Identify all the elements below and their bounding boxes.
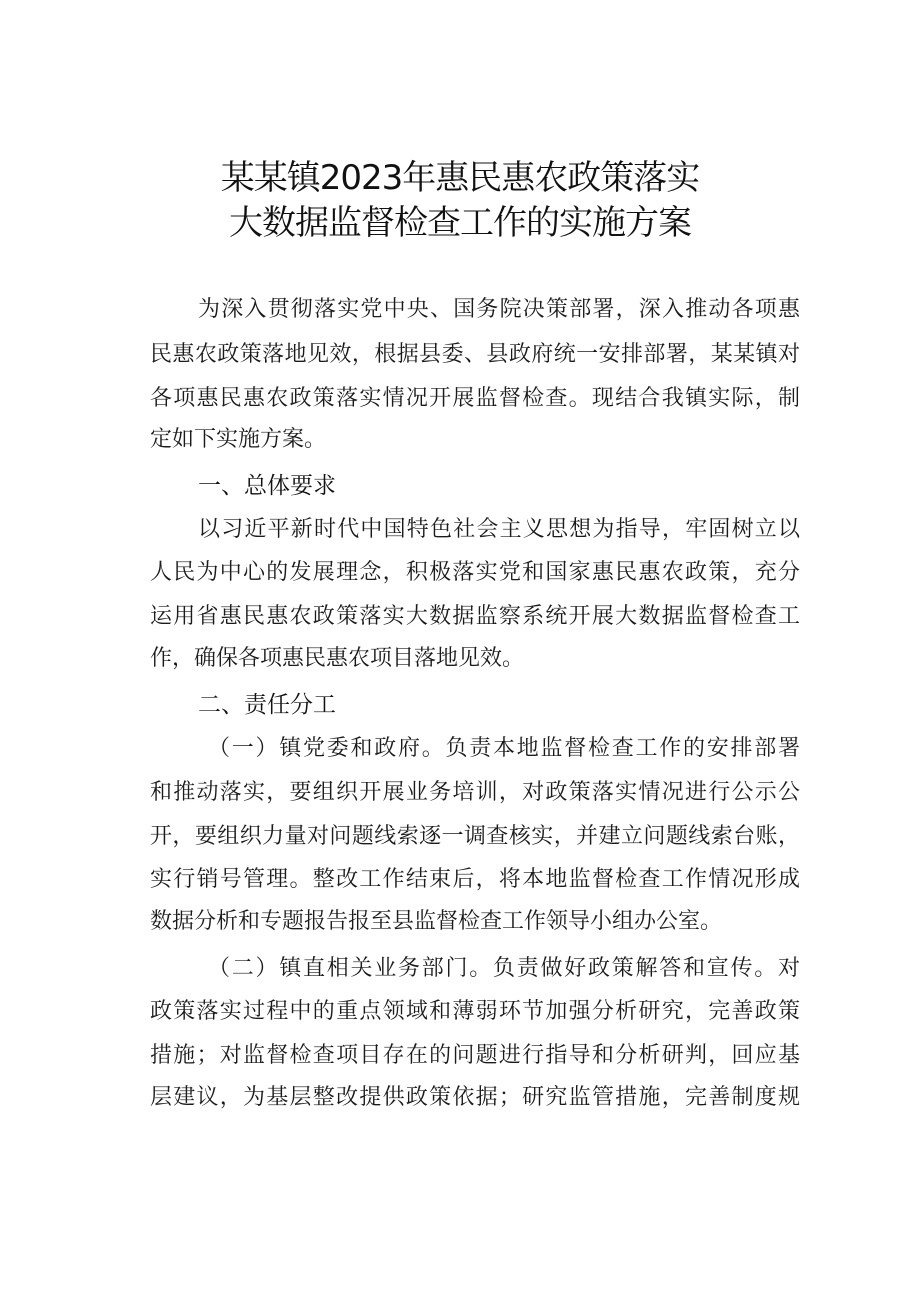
section2-item2-line: 措施；对监督检查项目存在的问题进行指导和分析研判，回应基 [150, 1043, 800, 1068]
intro-line: 定如下实施方案。 [150, 427, 327, 452]
section2-item1-line: 数据分析和专题报告报至县监督检查工作领导小组办公室。 [150, 909, 723, 934]
section2-item2-line: 政策落实过程中的重点领域和薄弱环节加强分析研究，完善政策 [150, 999, 800, 1024]
section2-item1-line: 开，要组织力量对问题线索逐一调查核实，并建立问题线索台账， [150, 824, 800, 849]
intro-line: 民惠农政策落地见效，根据县委、县政府统一安排部署，某某镇对 [150, 342, 800, 367]
section2-item2-line: （二）镇直相关业务部门。负责做好政策解答和宣传。对 [208, 956, 800, 981]
section2-item1-line: （一）镇党委和政府。负责本地监督检查工作的安排部署 [208, 736, 800, 761]
section1-line: 运用省惠民惠农政策落实大数据监察系统开展大数据监督检查工 [150, 604, 800, 629]
section-heading-responsibilities: 二、责任分工 [198, 692, 336, 718]
intro-line: 各项惠民惠农政策落实情况开展监督检查。现结合我镇实际，制 [150, 386, 800, 411]
intro-line: 为深入贯彻落实党中央、国务院决策部署，深入推动各项惠 [198, 297, 800, 322]
section2-item1-line: 和推动落实，要组织开展业务培训，对政策落实情况进行公示公 [150, 780, 800, 805]
section1-line: 以习近平新时代中国特色社会主义思想为指导，牢固树立以 [198, 517, 800, 542]
section2-item2-line: 层建议，为基层整改提供政策依据；研究监管措施，完善制度规 [150, 1085, 800, 1110]
section-heading-general-requirements: 一、总体要求 [198, 473, 336, 499]
section1-line: 人民为中心的发展理念，积极落实党和国家惠民惠农政策，充分 [150, 560, 800, 585]
document-title-line-1: 某某镇2023年惠民惠农政策落实 [220, 158, 700, 198]
document-title-line-2: 大数据监督检查工作的实施方案 [229, 203, 691, 243]
section1-line: 作，确保各项惠民惠农项目落地见效。 [150, 646, 525, 671]
section2-item1-line: 实行销号管理。整改工作结束后，将本地监督检查工作情况形成 [150, 867, 800, 892]
